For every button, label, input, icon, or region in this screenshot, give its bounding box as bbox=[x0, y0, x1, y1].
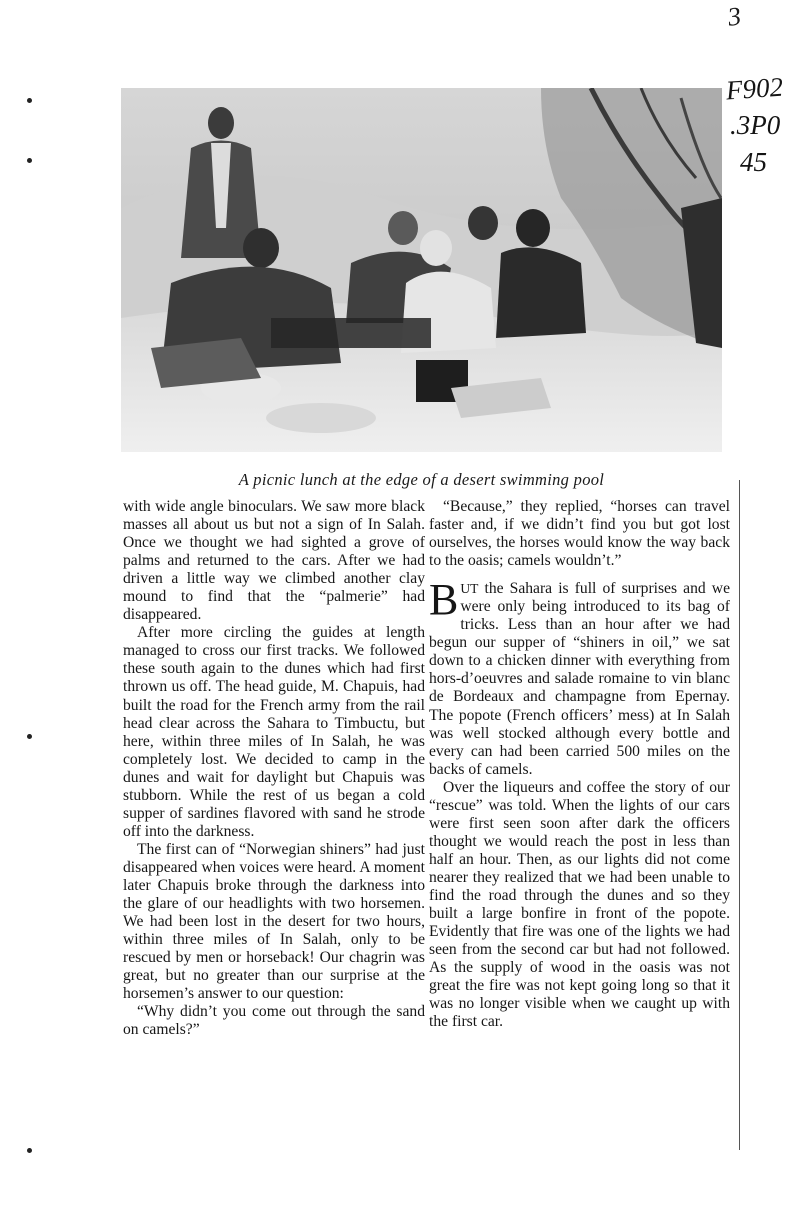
margin-dot bbox=[27, 158, 32, 163]
section-break bbox=[429, 570, 730, 580]
left-column bbox=[123, 498, 425, 1039]
left-paragraph-3: The first can of “Norwegian shiners” had just disappeared when voices were heard. A moment later Chapuis broke through the darkness into the glare of our headlights with two horsemen. We had been lost in the desert for two hours, within three miles of In Salah, only to be rescued by men or horseback! Our chagrin was great, but no greater than our surprise at the horsemen’s answer to our question: bbox=[123, 840, 425, 1003]
left-paragraph-2: After more circling the guides at length managed to cross our first tracks. We followed these south again to the dunes which had first thrown us off. The head guide, M. Chapuis, had built the road for the French army from the rail head clear across the Sahara to Timbuctu, but here, within three miles of In Salah, he was completely lost. We decided to camp in the dunes and wait for daylight but Chapuis was stubborn. While the rest of us began a cold supper of sardines flavored with sand he strode off into the darkness. bbox=[123, 624, 425, 840]
left-paragraph-1: with wide angle binoculars. We saw more black masses all about us but not a sign of In Salah. Once we thought we had sighted a grove of palms and returned to the cars. After we had driven a little way we climbed another clay mound to find that the “palmerie” had disappeared. bbox=[123, 498, 425, 624]
margin-dot bbox=[27, 734, 32, 739]
right-paragraph-1: “Because,” they replied, “horses can travel faster and, if we didn’t find you but got lost ourselves, the horses would know the way back to the oasis; camels wouldn’t.” bbox=[429, 498, 730, 570]
left-paragraph-4: “Why didn’t you come out through the sand on camels?” bbox=[123, 1003, 425, 1039]
desert-picnic-photo bbox=[121, 88, 722, 452]
photo-illustration bbox=[121, 88, 722, 452]
right-column bbox=[429, 498, 730, 1031]
right-paragraph-2-text: the Sahara is full of surprises and we were only being introduced to its bag of tricks. Less than an hour after we had begun our supper of “shiners in oil,” we sat down to a chicken dinner with everything from hors-d’oeuvres and salade romaine to vin blanc de Bordeaux and champagne from Epernay. The popote (French officers’ mess) at In Salah was well stocked although every bottle and every can had been carried 500 miles on the backs of camels. bbox=[429, 580, 730, 778]
page-number: 3 bbox=[725, 1, 743, 32]
margin-dot bbox=[27, 1148, 32, 1153]
column-rule bbox=[739, 480, 740, 1150]
right-paragraph-2 bbox=[429, 575, 730, 779]
handwritten-note-2: .3P0 bbox=[730, 110, 781, 140]
margin-dot bbox=[27, 98, 32, 103]
handwritten-note-3: 45 bbox=[740, 147, 767, 177]
drop-cap: B bbox=[429, 575, 459, 625]
photo-caption: A picnic lunch at the edge of a desert swimming pool bbox=[238, 470, 605, 489]
small-caps-lead: UT bbox=[460, 581, 479, 597]
handwritten-note-1: F902 bbox=[725, 71, 784, 106]
handwritten-notes bbox=[726, 70, 798, 181]
right-paragraph-3: Over the liqueurs and coffee the story of our “rescue” was told. When the lights of our cars were first seen soon after dark the officers thought we would reach the post in less than half an hour. Then, as our lights did not come nearer they realized that we had been unable to find the road through the dunes and so they built a large bonfire in front of the popote. Evidently that fire was one of the lights we had seen from the second car but had not followed. As the supply of wood in the oasis was not great the fire was not kept going long so that it was no longer visible when we caught up with the first car. bbox=[429, 778, 730, 1031]
